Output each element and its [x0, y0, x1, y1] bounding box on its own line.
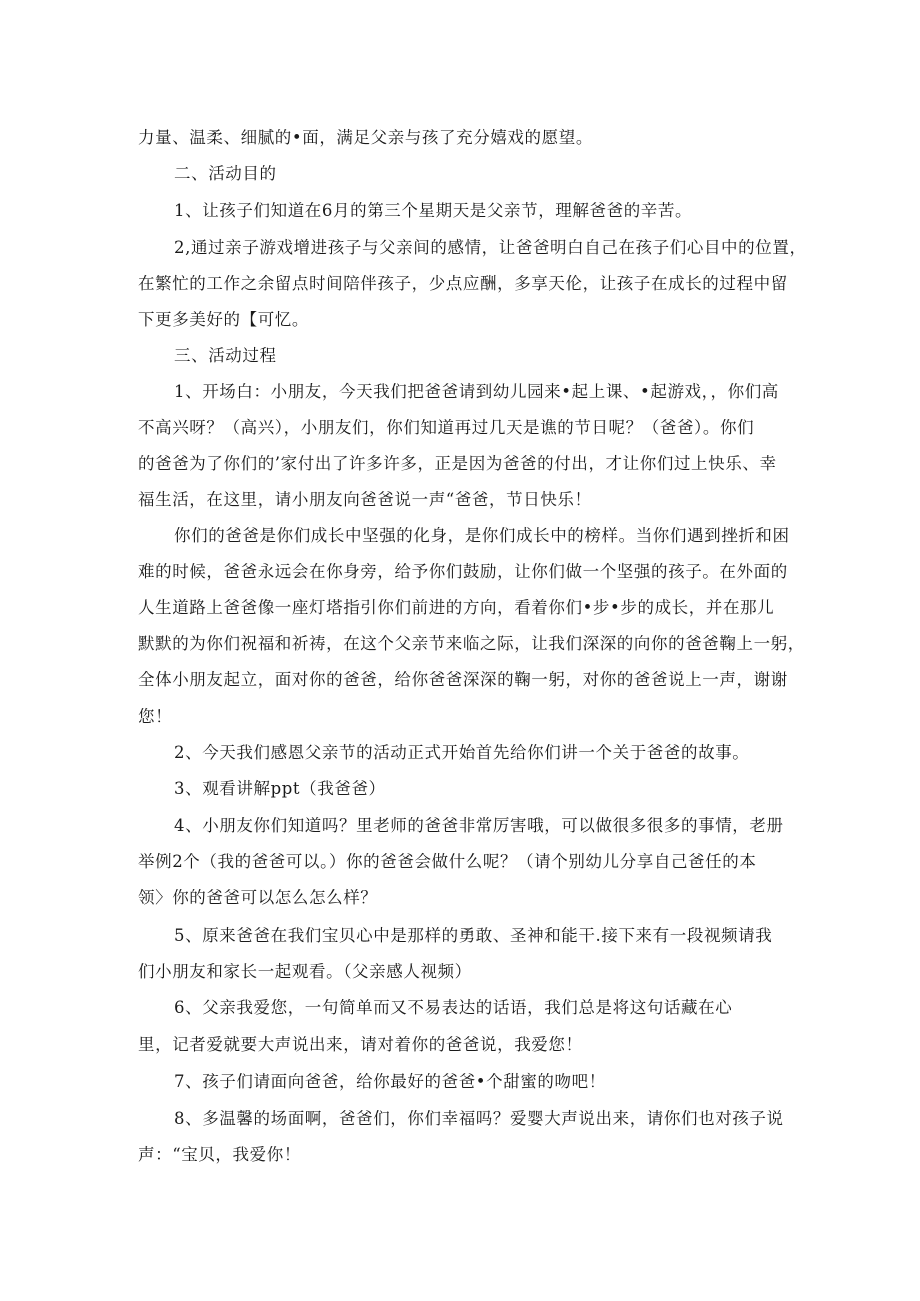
text-line: 的爸爸为了你们的’家付出了许多许多，正是因为爸爸的付出，才让你们过上快乐、幸 [138, 454, 777, 473]
text-line: 在繁忙的工作之余留点时间陪伴孩子，少点应酬，多享天伦，让孩子在成长的过程中留 [138, 274, 788, 293]
text-line: 4、小朋友你们知道吗？里老师的爸爸非常厉害哦，可以做很多很多的事情，老册 [174, 816, 784, 835]
text-line: 领〉你的爸爸可以怎么怎么样？ [138, 888, 378, 907]
section-heading-process: 三、活动过程 [174, 346, 277, 365]
text-line: 你们的爸爸是你们成长中坚强的化身，是你们成长中的榜样。当你们遇到挫折和困 [174, 526, 790, 545]
text-line: 下更多美好的【可忆。 [138, 310, 309, 329]
text-line: 声：“宝贝，我爱你！ [138, 1145, 301, 1164]
text-line: 不高兴呀？（高兴），小朋友们，你们知道再过几天是谯的节日呢？（爸爸）。你们 [138, 418, 755, 437]
text-line: 举例2个（我的爸爸可以。）你的爸爸会做什么呢？（请个别幼儿分享自己爸任的本 [138, 852, 757, 871]
text-line: 们小朋友和家长一起观看。（父亲感人视频） [138, 962, 472, 981]
text-line: 里，记者爱就要大声说出来，请对着你的爸爸说，我爱您！ [138, 1035, 583, 1054]
text-line: 8、多温馨的场面啊，爸爸们，你们幸福吗？爱婴大声说出来，请你们也对孩子说 [174, 1109, 784, 1128]
text-line: 您！ [138, 707, 173, 726]
text-line: 福生活，在这里，请小朋友向爸爸说一声“爸爸，节日快乐！ [138, 490, 592, 509]
text-line: 5、原来爸爸在我们宝贝心中是那样的勇敢、圣神和能干.接下来有一段视频请我 [174, 926, 773, 945]
text-line: 难的时候，爸爸永远会在你身旁，给予你们鼓励，让你们做一个坚强的孩子。在外面的 [138, 562, 788, 581]
text-line: 人生道路上爸爸像一座灯塔指引你们前进的方向，看着你们•步•步的成长，并在那儿 [138, 598, 775, 617]
text-line: 力量、温柔、细腻的•面，满足父亲与孩了充分嬉戏的愿望。 [138, 128, 593, 147]
text-line: 2、今天我们感恩父亲节的活动正式开始首先给你们讲一个关于爸爸的故事。 [174, 743, 750, 762]
text-line: 7、孩子们请面向爸爸，给你最好的爸爸•个甜蜜的吻吧！ [174, 1072, 606, 1091]
text-line: 默默的为你们祝福和祈祷，在这个父亲节来临之际，让我们深深的向你的爸爸鞠上一躬， [138, 634, 805, 653]
text-line: 2,通过亲子游戏增进孩子与父亲间的感情，让爸爸明白自己在孩子们心目中的位置， [174, 238, 807, 257]
text-line: 3、观看讲解ppt（我爸爸） [174, 779, 386, 798]
section-heading-goals: 二、活动目的 [174, 164, 277, 183]
text-line: 1、让孩子们知道在6月的第三个星期天是父亲节，理解爸爸的辛苦。 [174, 201, 693, 220]
text-line: 1、开场白：小朋友，今天我们把爸爸请到幼儿园来•起上课、•起游戏，，你们高 [174, 382, 779, 401]
text-line: 6、父亲我爱您，一句简单而又不易表达的话语，我们总是将这句话藏在心 [174, 998, 733, 1017]
text-line: 全体小朋友起立，面对你的爸爸，给你爸爸深深的鞠一躬，对你的爸爸说上一声，谢谢 [138, 670, 788, 689]
